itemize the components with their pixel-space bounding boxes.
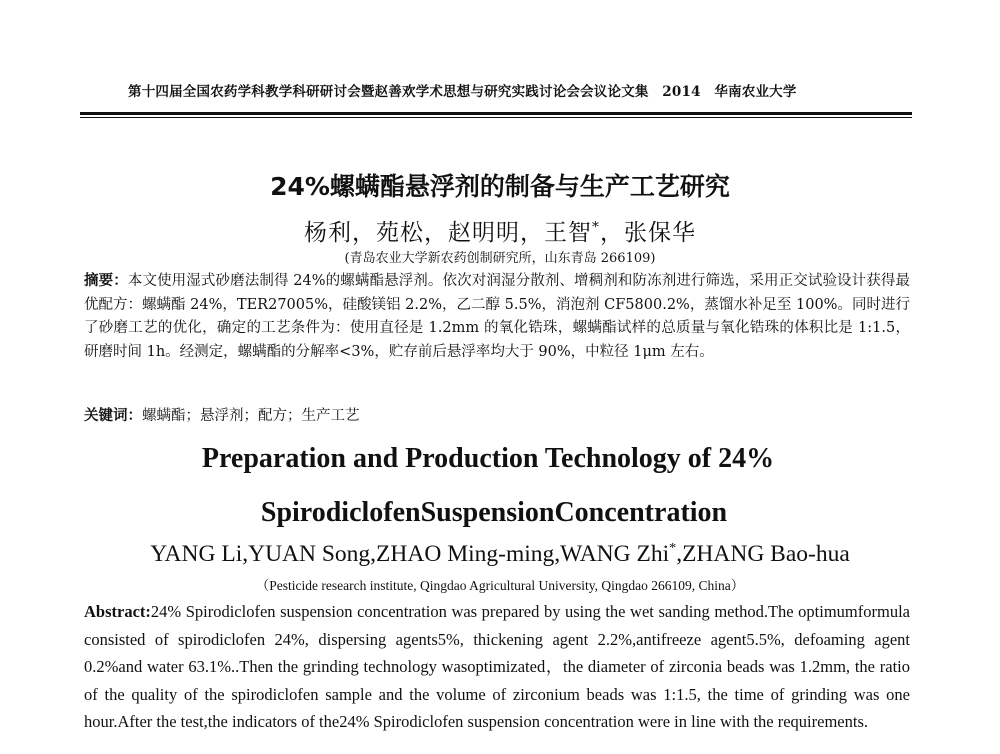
paper-title-cn: 24%螺螨酯悬浮剂的制备与生产工艺研究 [270,172,730,201]
keywords-cn-text: 螺螨酯；悬浮剂；配方；生产工艺 [142,408,360,424]
abstract-en-label: Abstract: [84,602,151,621]
affiliation-cn: (青岛农业大学新农药创制研究所，山东青岛 266109) [344,251,656,266]
authors-en [0,540,1000,568]
running-head: 第十四届全国农药学科教学科研研讨会暨赵善欢学术思想与研究实践讨论会会议论文集 2014 华南农业大学 [128,84,797,100]
authors-en-tail: ,ZHANG Bao-hua [676,540,850,567]
authors-en-names: YANG Li,YUAN Song,ZHAO Ming-ming,WANG Zhi [150,540,670,567]
affiliation-en: （Pesticide research institute, Qingdao Agricultural University, Qingdao 266109, China） [255,578,745,593]
paper-title-en-line2: SpirodiclofenSuspensionConcentration [260,497,728,528]
authors-cn-tail: ，张保华 [599,220,696,246]
header-rule-thin [80,117,912,118]
keywords-cn [84,404,910,425]
abstract-en-text: 24% Spirodiclofen suspension concentration was prepared by using the wet sanding method.The optimumformula consisted of spirodiclofen 24%, dispersing agents5%, thickening agent 2.2%,antifreeze agent5.5%, defoaming agent 0.2%and water 63.1%..Then the grinding technology wasoptimizated，the diameter of zirconia beads was 1.2mm, the ratio of the quality of the spirodiclofen sample and the volume of zirconium beads was 1:1.5, the time of grinding was one hour.After the test,the indicators of the24% Spirodiclofen suspension concentration were in line with the requirements. [84,602,910,731]
corresponding-mark: * [592,219,600,236]
abstract-en [84,598,910,736]
abstract-cn-text: 本文使用湿式砂磨法制得 24%的螺螨酯悬浮剂。依次对润湿分散剂、增稠剂和防冻剂进行筛选，采用正交试验设计获得最优配方：螺螨酯 24%，TER27005%，硅酸镁铝 2.2%，乙二醇 5.5%，消泡剂 CF5800.2%，蒸馏水补足至 100%。同时进行了砂磨工艺的优化，确定的工艺条件为：使用直径是 1.2mm 的氧化锆珠，螺螨酯试样的总质量与氧化锆珠的体积比是 1:1.5，研磨时间 1h。经测定，螺螨酯的分解率<3%，贮存前后悬浮率均大于 90%，中粒径 1μm 左右。 [84,273,910,360]
keywords-cn-label: 关键词： [84,408,142,424]
paper-title-en-line1: Preparation and Production Technology of 24% [201,443,775,474]
abstract-cn [84,270,910,364]
authors-cn [0,214,1000,247]
authors-cn-names: 杨利，苑松，赵明明，王智 [304,220,593,246]
abstract-cn-label: 摘要： [84,273,128,289]
corresponding-mark-en: * [669,540,677,556]
header-rule-thick [80,112,912,115]
